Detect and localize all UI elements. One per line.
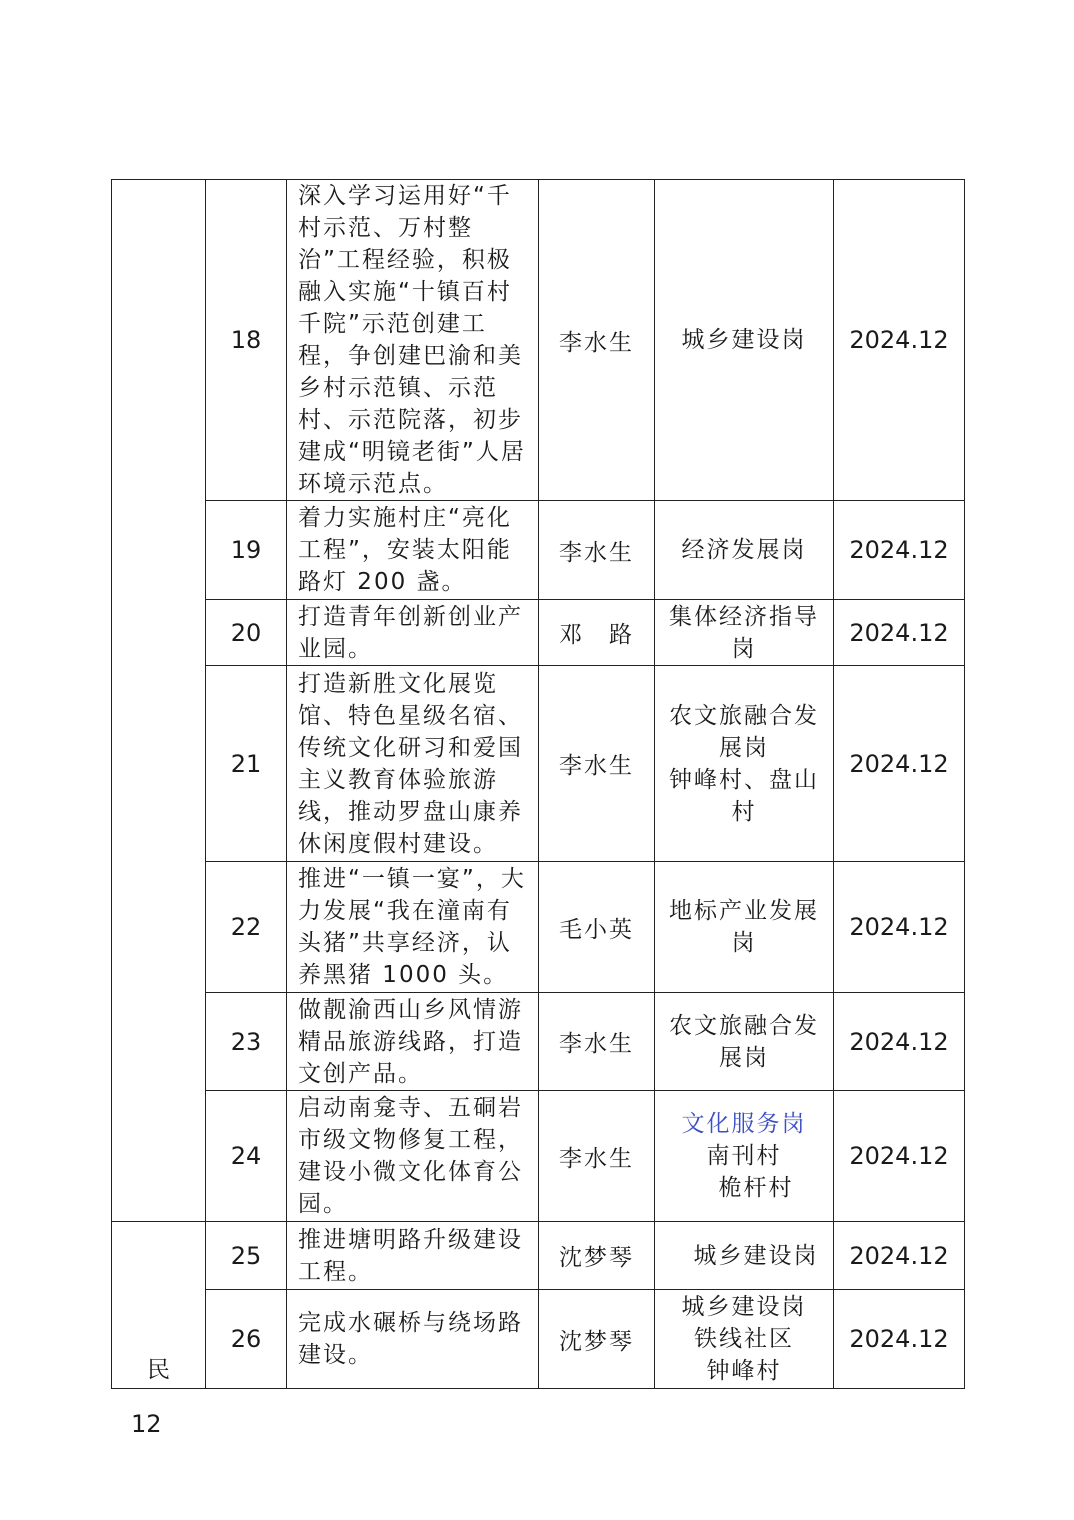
table-row [112, 1091, 965, 1222]
row-number: 21 [206, 666, 287, 862]
responsible-person: 毛小英 [539, 862, 655, 993]
task-description: 推进“一镇一宴”，大力发展“我在潼南有头猪”共享经济，认养黑猪 1000 头。 [287, 862, 539, 993]
responsible-person: 李水生 [539, 666, 655, 862]
responsible-post [655, 1222, 834, 1290]
table-row [112, 1222, 965, 1290]
table-row [112, 862, 965, 993]
responsible-post [655, 600, 834, 666]
task-description: 着力实施村庄“亮化工程”，安装太阳能路灯 200 盏。 [287, 501, 539, 600]
deadline: 2024.12 [834, 600, 965, 666]
post-line: 南刊村 [706, 1143, 782, 1169]
post-line: 钟峰村 [706, 1358, 782, 1384]
responsible-post [655, 501, 834, 600]
category-cell: 民 [112, 1222, 206, 1389]
table-row [112, 180, 965, 501]
category-cell [112, 180, 206, 1222]
deadline: 2024.12 [834, 501, 965, 600]
responsible-person: 李水生 [539, 993, 655, 1091]
post-line: 地标产业发展岗 [669, 898, 819, 956]
table-row [112, 1290, 965, 1389]
task-description: 启动南龛寺、五硐岩市级文物修复工程，建设小微文化体育公园。 [287, 1091, 539, 1222]
responsible-post [655, 993, 834, 1091]
deadline: 2024.12 [834, 666, 965, 862]
row-number: 25 [206, 1222, 287, 1290]
post-line: 钟峰村、盘山村 [669, 766, 819, 825]
post-line: 桅杆村 [718, 1175, 794, 1201]
responsible-person: 邓 路 [539, 600, 655, 666]
responsible-post [655, 862, 834, 993]
row-number: 19 [206, 501, 287, 600]
task-description: 打造青年创新创业产业园。 [287, 600, 539, 666]
row-number: 26 [206, 1290, 287, 1389]
responsible-person: 李水生 [539, 180, 655, 501]
post-line: 城乡建设岗 [681, 327, 807, 353]
post-line-highlight: 文化服务岗 [681, 1111, 807, 1137]
task-description: 深入学习运用好“千村示范、万村整治”工程经验，积极融入实施“十镇百村千院”示范创建工程，争创建巴渝和美乡村示范镇、示范村、示范院落，初步建成“明镜老街”人居环境示范点。 [287, 180, 539, 501]
post-line: 铁线社区 [694, 1326, 794, 1352]
post-line: 农文旅融合发展岗 [669, 702, 819, 761]
responsible-person: 李水生 [539, 1091, 655, 1222]
task-description: 做靓渝西山乡风情游精品旅游线路，打造文创产品。 [287, 993, 539, 1091]
task-table [111, 179, 965, 1389]
post-line: 城乡建设岗 [693, 1242, 819, 1269]
post-line: 经济发展岗 [681, 537, 807, 563]
post-line: 集体经济指导岗 [669, 603, 819, 662]
deadline: 2024.12 [834, 993, 965, 1091]
post-line: 农文旅融合发展岗 [669, 1012, 819, 1071]
row-number: 22 [206, 862, 287, 993]
responsible-post [655, 180, 834, 501]
task-description: 推进塘明路升级建设工程。 [287, 1222, 539, 1290]
row-number: 20 [206, 600, 287, 666]
deadline: 2024.12 [834, 1290, 965, 1389]
responsible-person: 李水生 [539, 501, 655, 600]
responsible-post [655, 1091, 834, 1222]
task-description: 打造新胜文化展览馆、特色星级名宿、传统文化研习和爱国主义教育体验旅游线，推动罗盘山康养休闲度假村建设。 [287, 666, 539, 862]
table-row [112, 501, 965, 600]
deadline: 2024.12 [834, 862, 965, 993]
table-row [112, 666, 965, 862]
responsible-person: 沈梦琴 [539, 1222, 655, 1290]
deadline: 2024.12 [834, 180, 965, 501]
deadline: 2024.12 [834, 1091, 965, 1222]
post-line: 城乡建设岗 [681, 1294, 807, 1320]
page-number: 12 [131, 1410, 162, 1438]
row-number: 24 [206, 1091, 287, 1222]
row-number: 23 [206, 993, 287, 1091]
table-row [112, 600, 965, 666]
deadline: 2024.12 [834, 1222, 965, 1290]
table-row [112, 993, 965, 1091]
responsible-post [655, 666, 834, 862]
responsible-person: 沈梦琴 [539, 1290, 655, 1389]
task-description: 完成水碾桥与绕场路建设。 [287, 1290, 539, 1389]
responsible-post [655, 1290, 834, 1389]
row-number: 18 [206, 180, 287, 501]
